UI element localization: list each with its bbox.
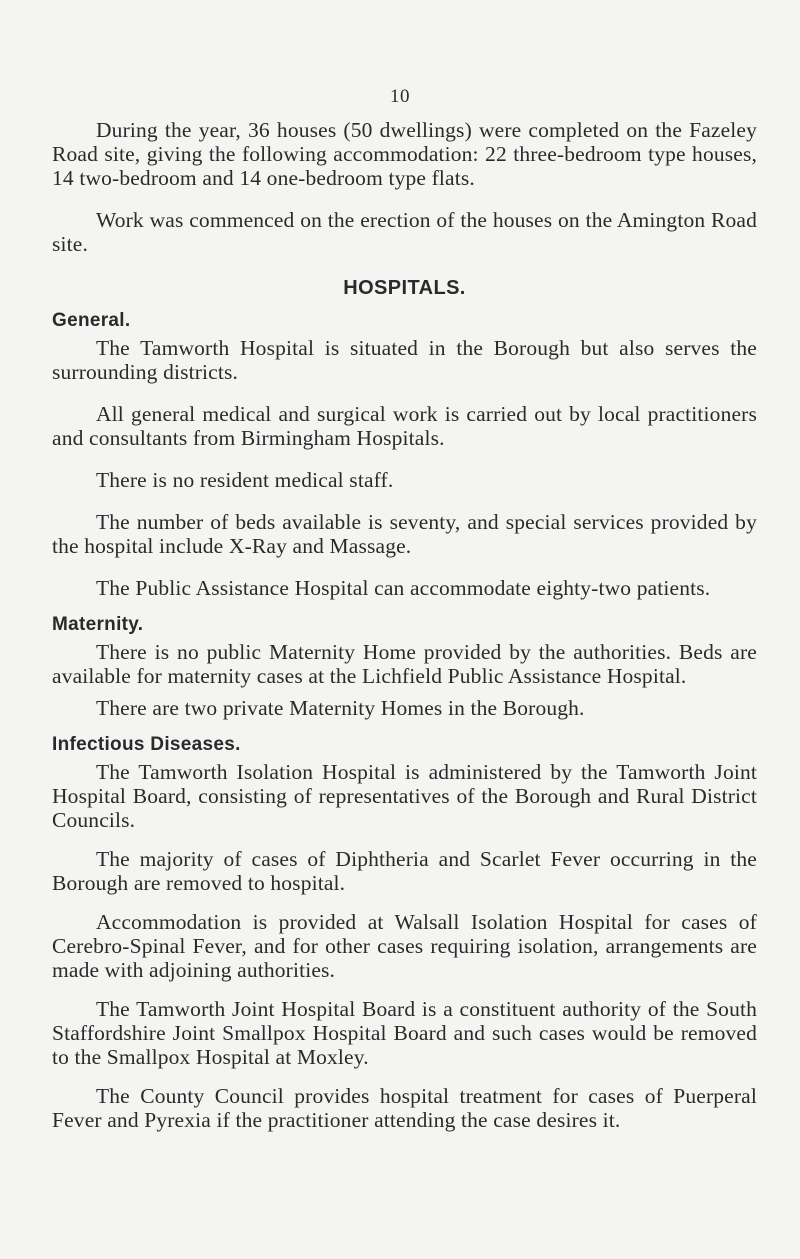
page-number: 10: [390, 86, 410, 107]
general-paragraph: There is no resident medical staff.: [96, 468, 394, 492]
general-paragraph: The number of beds available is seventy, and special services provided by the hospital include X-Ray and Massage.: [52, 510, 757, 558]
intro-paragraph: Work was commenced on the erection of the houses on the Amington Road site.: [52, 208, 757, 256]
infectious-paragraph: Accommodation is provided at Walsall Isolation Hospital for cases of Cerebro-Spinal Fever, and for other cases requiring isolation, arrangements are made with adjoining authorities.: [52, 910, 757, 982]
intro-paragraph: During the year, 36 houses (50 dwellings) were completed on the Fazeley Road site, giving the following accommodation: 22 three-bedroom type houses, 14 two-bedroom and 14 one-bedroom type flats.: [52, 118, 757, 190]
general-paragraph: The Tamworth Hospital is situated in the Borough but also serves the surrounding districts.: [52, 336, 757, 384]
subsection-heading-infectious-diseases: Infectious Diseases.: [52, 734, 241, 755]
page-content: [52, 118, 757, 1132]
general-paragraph: All general medical and surgical work is carried out by local practitioners and consultants from Birmingham Hospitals.: [52, 402, 757, 450]
subsection-heading-maternity: Maternity.: [52, 614, 144, 635]
infectious-paragraph: The Tamworth Isolation Hospital is administered by the Tamworth Joint Hospital Board, consisting of representatives of the Borough and Rural District Councils.: [52, 760, 757, 832]
infectious-paragraph: The majority of cases of Diphtheria and Scarlet Fever occurring in the Borough are removed to hospital.: [52, 847, 757, 895]
maternity-paragraph: There is no public Maternity Home provided by the authorities. Beds are available for maternity cases at the Lichfield Public Assistance Hospital.: [52, 640, 757, 688]
infectious-paragraph: The County Council provides hospital treatment for cases of Puerperal Fever and Pyrexia if the practitioner attending the case desires it.: [52, 1084, 757, 1132]
section-title: HOSPITALS.: [343, 277, 466, 299]
general-paragraph: The Public Assistance Hospital can accommodate eighty-two patients.: [96, 576, 711, 600]
maternity-paragraph: There are two private Maternity Homes in the Borough.: [96, 696, 585, 720]
infectious-paragraph: The Tamworth Joint Hospital Board is a constituent authority of the South Staffordshire Joint Smallpox Hospital Board and such cases would be removed to the Smallpox Hospital at Moxley.: [52, 997, 757, 1069]
subsection-heading-general: General.: [52, 310, 131, 331]
